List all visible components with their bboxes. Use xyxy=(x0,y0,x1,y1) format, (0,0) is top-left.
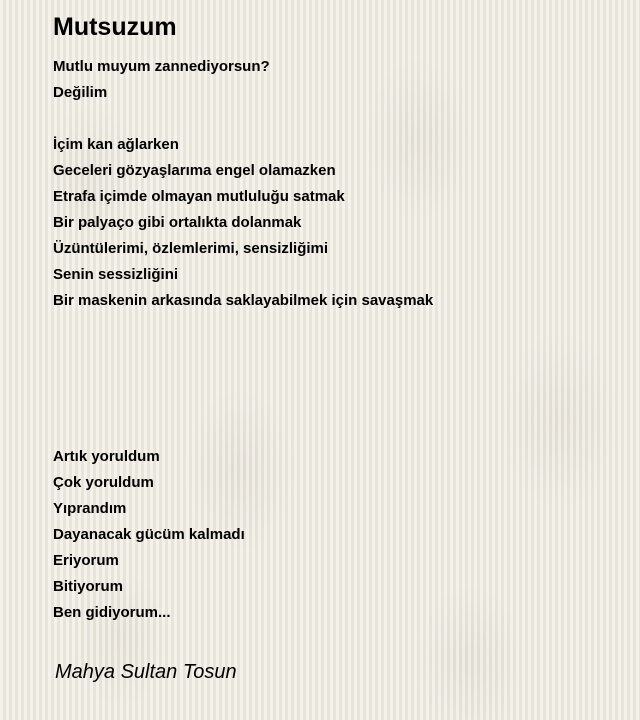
poem-line xyxy=(53,418,613,444)
poem-container xyxy=(53,0,613,626)
poem-line: Mutlu muyum zannediyorsun? xyxy=(53,58,270,75)
poem-line: Bir maskenin arkasında saklayabilmek için savaşmak xyxy=(53,292,434,309)
poem-title: Mutsuzum xyxy=(53,13,177,41)
poem-line: Dayanacak gücüm kalmadı xyxy=(53,526,245,543)
poem-line: Yıprandım xyxy=(53,500,127,517)
poem-line: Geceleri gözyaşlarıma engel olamazken xyxy=(53,162,336,179)
poem-line: Üzüntülerimi, özlemlerimi, sensizliğimi xyxy=(53,240,329,257)
poem-line: İçim kan ağlarken xyxy=(53,136,179,153)
poem-line: Senin sessizliğini xyxy=(53,266,179,283)
poem-line: Ben gidiyorum... xyxy=(53,604,171,621)
poem-line xyxy=(53,314,613,340)
poem-line xyxy=(53,340,613,366)
poem-line: Değilim xyxy=(53,84,108,101)
poem-line: Bitiyorum xyxy=(53,578,124,595)
poem-line: Çok yoruldum xyxy=(53,474,154,491)
poem-line xyxy=(53,392,613,418)
poem-line: Bir palyaço gibi ortalıkta dolanmak xyxy=(53,214,302,231)
poem-author: Mahya Sultan Tosun xyxy=(55,661,237,683)
poem-line: Etrafa içimde olmayan mutluluğu satmak xyxy=(53,188,345,205)
poem-line: Artık yoruldum xyxy=(53,448,160,465)
poem-body xyxy=(53,54,613,626)
poem-line xyxy=(53,106,613,132)
poem-line xyxy=(53,366,613,392)
poem-line: Eriyorum xyxy=(53,552,119,569)
